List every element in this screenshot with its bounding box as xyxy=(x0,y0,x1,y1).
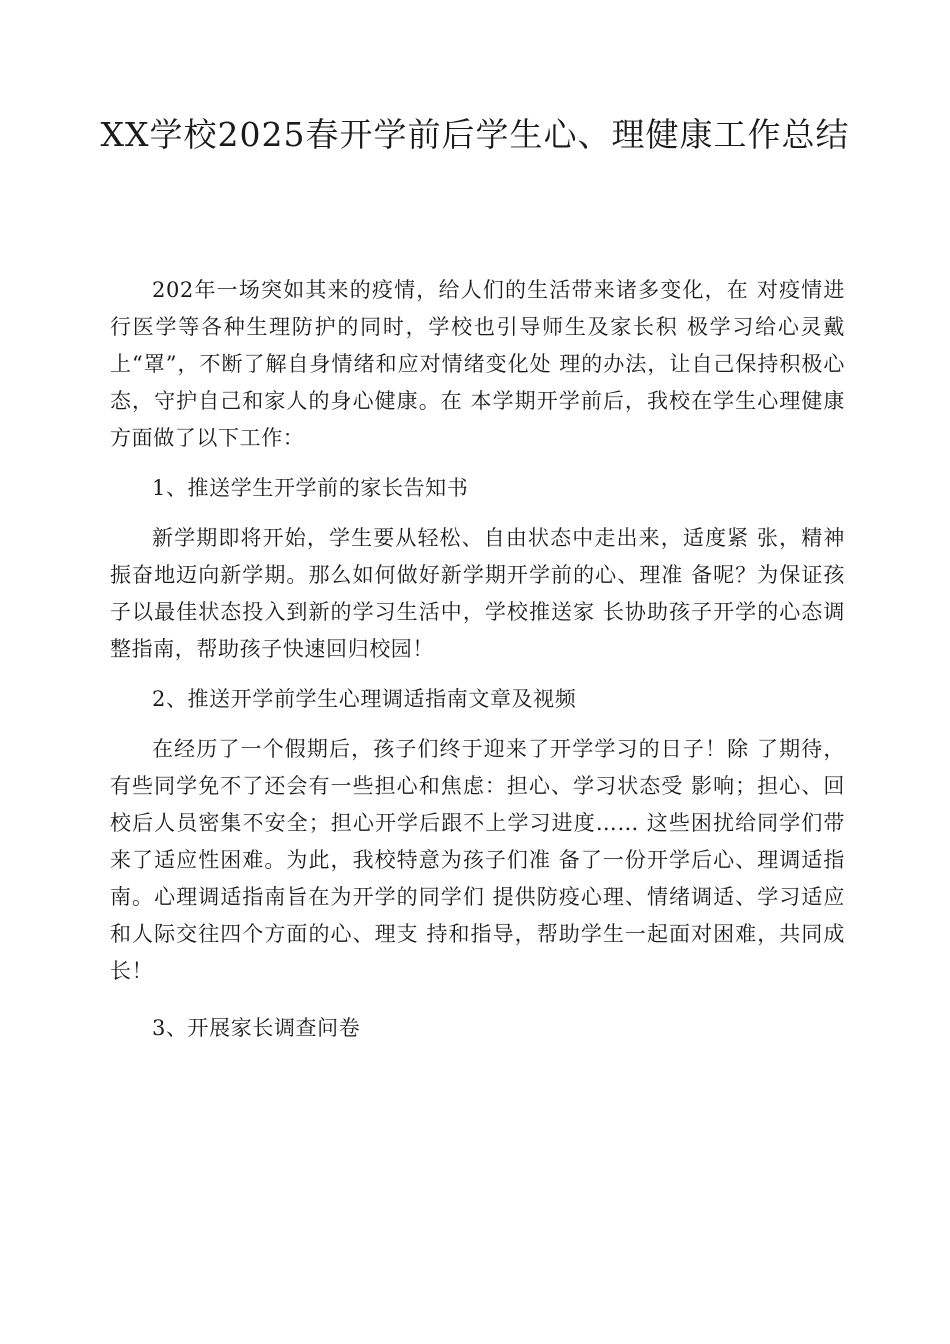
intro-paragraph: 202年一场突如其来的疫情，给人们的生活带来诸多变化，在 对疫情进行医学等各种生理防护的同时，学校也引导师生及家长积 极学习给心灵戴上“罩”，不断了解自身情绪和应对情绪变化处 理的办法，让自己保持积极心态，守护自己和家人的身心健康。在 本学期开学前后，我校在学生心理健康方面做了以下工作： xyxy=(110,278,845,450)
section-1-paragraph: 新学期即将开始，学生要从轻松、自由状态中走出来，适度紧 张，精神振奋地迈向新学期。那么如何做好新学期开学前的心、理准 备呢？为保证孩子以最佳状态投入到新的学习生活中，学校推送家 长协助孩子开学的心态调整指南，帮助孩子快速回归校园！ xyxy=(110,526,845,661)
section-heading-3: 3、开展家长调查问卷 xyxy=(152,1016,361,1040)
section-heading-1: 1、推送学生开学前的家长告知书 xyxy=(152,476,469,500)
document-body xyxy=(110,272,845,1060)
section-2-paragraph: 在经历了一个假期后，孩子们终于迎来了开学学习的日子！除 了期待，有些同学免不了还会有一些担心和焦虑：担心、学习状态受 影响；担心、回校后人员密集不安全；担心开学后跟不上学习进度…… 这些困扰给同学们带来了适应性困难。为此，我校特意为孩子们准 备了一份开学后心、理调适指南。心理调适指南旨在为开学的同学们 提供防疫心理、情绪调适、学习适应和人际交往四个方面的心、理支 持和指导，帮助学生一起面对困难，共同成长！ xyxy=(110,737,845,983)
section-heading-2: 2、推送开学前学生心理调适指南文章及视频 xyxy=(152,687,577,711)
document-title: XX学校2025春开学前后学生心、理健康工作总结 xyxy=(100,115,850,154)
